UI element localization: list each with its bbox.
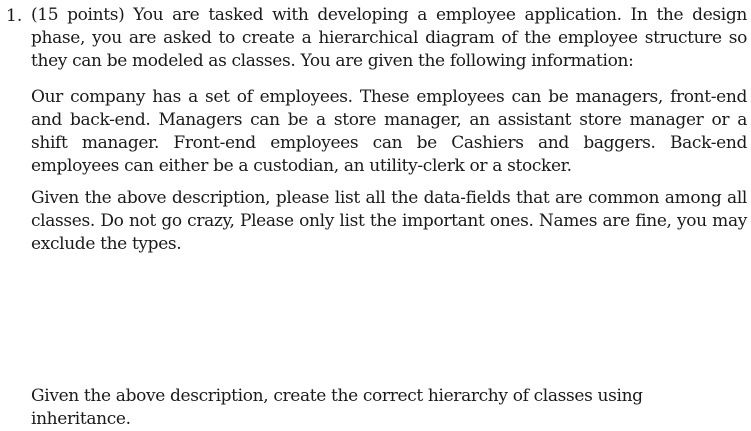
employee-description: Our company has a set of employees. These employees can be managers, front-end and back-end. Managers can be a store manager, an assistant store manager or a shift manager. Front-end employees can be Cashiers and baggers. Back-end employees can either be a custodian, an utility-clerk or a stocker. — [31, 87, 747, 176]
question-number: 1. — [6, 6, 23, 26]
part-a-prompt: Given the above description, please list all the data-fields that are common among all classes. Do not go crazy, Please only list the important ones. Names are fine, you may exclude the types. — [31, 188, 747, 254]
part-b-prompt: Given the above description, create the correct hierarchy of classes using inheritance. — [31, 386, 643, 429]
question-intro: (15 points) You are tasked with developing a employee application. In the design phase, you are asked to create a hierarchical diagram of the employee structure so they can be modeled as classes. You are given the following information: — [31, 5, 747, 71]
